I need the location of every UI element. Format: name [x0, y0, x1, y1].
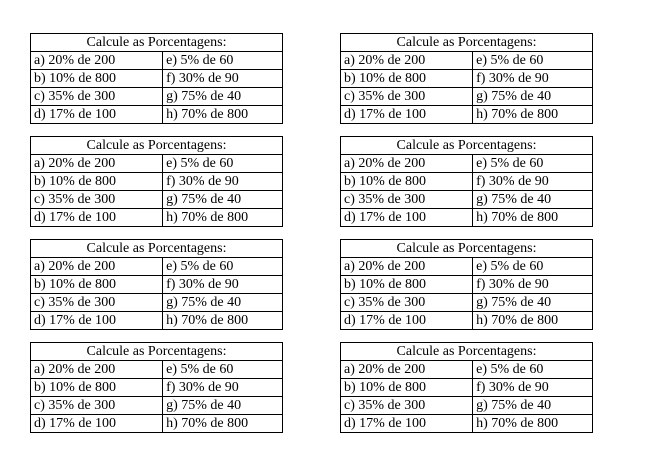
exercise-item: a) 20% de 200 [341, 155, 473, 173]
exercise-item: c) 35% de 300 [341, 397, 473, 415]
exercise-row [31, 88, 283, 106]
exercise-item: c) 35% de 300 [341, 191, 473, 209]
exercise-item: c) 35% de 300 [31, 294, 163, 312]
exercise-item: d) 17% de 100 [341, 209, 473, 227]
exercise-title: Calcule as Porcentagens: [31, 137, 283, 155]
exercise-item: e) 5% de 60 [163, 258, 283, 276]
exercise-item: d) 17% de 100 [341, 415, 473, 433]
exercise-item: g) 75% de 40 [473, 294, 593, 312]
exercise-title: Calcule as Porcentagens: [341, 34, 593, 52]
exercise-card [30, 33, 283, 124]
exercise-item: d) 17% de 100 [31, 312, 163, 330]
exercise-row [341, 88, 593, 106]
exercise-row [31, 209, 283, 227]
exercise-item: g) 75% de 40 [163, 88, 283, 106]
exercise-item: b) 10% de 800 [341, 70, 473, 88]
exercise-item: h) 70% de 800 [473, 312, 593, 330]
exercise-row [31, 415, 283, 433]
exercise-item: e) 5% de 60 [473, 52, 593, 70]
exercise-item: g) 75% de 40 [163, 191, 283, 209]
exercise-item: a) 20% de 200 [31, 155, 163, 173]
exercise-item: c) 35% de 300 [341, 88, 473, 106]
exercise-item: e) 5% de 60 [163, 155, 283, 173]
exercise-item: f) 30% de 90 [473, 379, 593, 397]
exercise-item: f) 30% de 90 [163, 276, 283, 294]
exercise-row [31, 258, 283, 276]
exercise-card [340, 136, 593, 227]
exercise-title: Calcule as Porcentagens: [341, 343, 593, 361]
exercise-row [31, 106, 283, 124]
exercise-item: d) 17% de 100 [31, 209, 163, 227]
exercise-row [341, 173, 593, 191]
exercise-item: c) 35% de 300 [31, 88, 163, 106]
exercise-item: h) 70% de 800 [473, 209, 593, 227]
exercise-row [341, 276, 593, 294]
exercise-item: a) 20% de 200 [341, 361, 473, 379]
exercise-item: h) 70% de 800 [163, 209, 283, 227]
exercise-item: c) 35% de 300 [341, 294, 473, 312]
exercise-title: Calcule as Porcentagens: [341, 137, 593, 155]
exercise-item: h) 70% de 800 [163, 312, 283, 330]
exercise-row [31, 294, 283, 312]
exercise-row [341, 191, 593, 209]
exercise-card [340, 33, 593, 124]
exercise-item: e) 5% de 60 [163, 52, 283, 70]
exercise-item: a) 20% de 200 [341, 258, 473, 276]
exercise-item: h) 70% de 800 [473, 106, 593, 124]
exercise-item: e) 5% de 60 [473, 155, 593, 173]
exercise-item: a) 20% de 200 [31, 52, 163, 70]
exercise-row [31, 312, 283, 330]
exercise-row [31, 155, 283, 173]
exercise-row [31, 70, 283, 88]
exercise-row [341, 379, 593, 397]
exercise-item: b) 10% de 800 [31, 276, 163, 294]
exercise-item: f) 30% de 90 [163, 173, 283, 191]
exercise-item: f) 30% de 90 [473, 173, 593, 191]
exercise-row [341, 294, 593, 312]
exercise-item: d) 17% de 100 [31, 415, 163, 433]
exercise-row [31, 361, 283, 379]
exercise-row [341, 312, 593, 330]
exercise-item: b) 10% de 800 [341, 173, 473, 191]
exercise-item: e) 5% de 60 [473, 258, 593, 276]
exercise-row [341, 361, 593, 379]
exercise-item: d) 17% de 100 [341, 106, 473, 124]
exercise-item: b) 10% de 800 [31, 70, 163, 88]
exercise-item: b) 10% de 800 [341, 276, 473, 294]
exercise-row [341, 70, 593, 88]
exercise-item: d) 17% de 100 [341, 312, 473, 330]
exercise-card [30, 342, 283, 433]
exercise-row [341, 397, 593, 415]
exercise-item: g) 75% de 40 [473, 191, 593, 209]
exercise-title: Calcule as Porcentagens: [31, 343, 283, 361]
exercise-card [340, 342, 593, 433]
exercise-item: a) 20% de 200 [31, 258, 163, 276]
exercise-row [341, 415, 593, 433]
exercise-item: h) 70% de 800 [163, 106, 283, 124]
exercise-item: d) 17% de 100 [31, 106, 163, 124]
exercise-item: g) 75% de 40 [163, 294, 283, 312]
exercise-row [31, 191, 283, 209]
exercise-row [31, 52, 283, 70]
exercise-item: a) 20% de 200 [341, 52, 473, 70]
exercise-card [30, 239, 283, 330]
exercise-title: Calcule as Porcentagens: [31, 34, 283, 52]
exercise-item: f) 30% de 90 [163, 70, 283, 88]
exercise-row [341, 209, 593, 227]
exercise-item: c) 35% de 300 [31, 397, 163, 415]
exercise-item: e) 5% de 60 [473, 361, 593, 379]
exercise-row [31, 397, 283, 415]
exercise-item: b) 10% de 800 [341, 379, 473, 397]
exercise-card [30, 136, 283, 227]
exercise-item: a) 20% de 200 [31, 361, 163, 379]
exercise-item: h) 70% de 800 [163, 415, 283, 433]
exercise-item: b) 10% de 800 [31, 173, 163, 191]
exercise-item: g) 75% de 40 [163, 397, 283, 415]
exercise-item: g) 75% de 40 [473, 88, 593, 106]
exercise-item: c) 35% de 300 [31, 191, 163, 209]
exercise-item: g) 75% de 40 [473, 397, 593, 415]
exercise-row [341, 258, 593, 276]
exercise-row [31, 173, 283, 191]
exercise-row [341, 52, 593, 70]
exercise-item: f) 30% de 90 [473, 70, 593, 88]
exercise-row [31, 379, 283, 397]
exercise-card [340, 239, 593, 330]
exercise-item: h) 70% de 800 [473, 415, 593, 433]
exercise-title: Calcule as Porcentagens: [31, 240, 283, 258]
exercise-item: f) 30% de 90 [163, 379, 283, 397]
exercise-title: Calcule as Porcentagens: [341, 240, 593, 258]
exercise-item: f) 30% de 90 [473, 276, 593, 294]
exercise-row [341, 155, 593, 173]
exercise-item: b) 10% de 800 [31, 379, 163, 397]
exercise-item: e) 5% de 60 [163, 361, 283, 379]
exercise-row [31, 276, 283, 294]
exercise-row [341, 106, 593, 124]
